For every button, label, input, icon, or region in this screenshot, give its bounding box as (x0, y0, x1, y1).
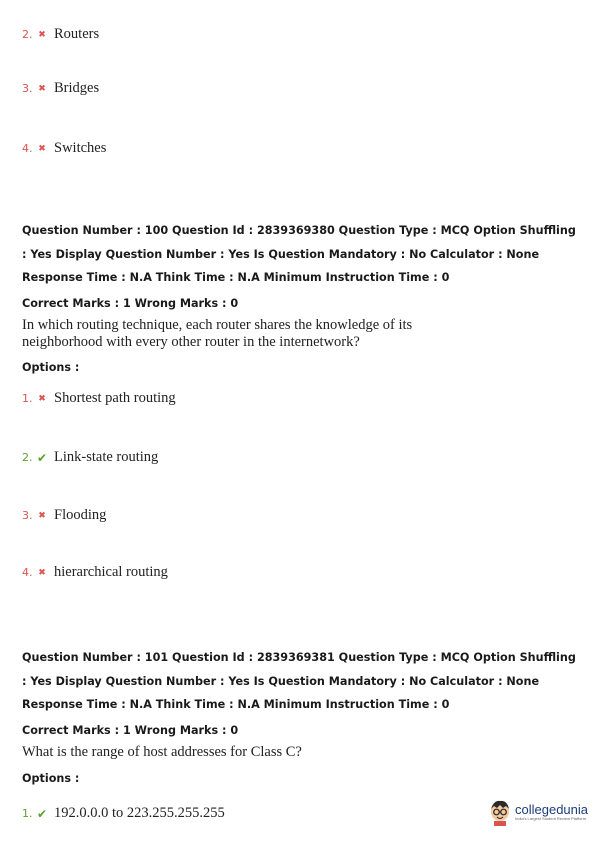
question-marks: Correct Marks : 1 Wrong Marks : 0 (22, 724, 239, 737)
option-number: 1. (22, 807, 33, 820)
question-text (22, 317, 472, 351)
cross-icon: ✖ (38, 83, 46, 94)
collegedunia-logo (488, 798, 588, 826)
question-line: neighborhood with every other router in the internetwork? (22, 334, 360, 350)
mascot-icon (488, 798, 512, 826)
option-text: Link-state routing (54, 449, 159, 465)
option-text: Bridges (54, 80, 100, 96)
option-text: Flooding (54, 507, 107, 523)
option-number: 4. (22, 142, 33, 155)
options-label: Options : (22, 361, 80, 374)
option-row (22, 140, 106, 157)
question-line: What is the range of host addresses for Class C? (22, 744, 302, 760)
option-number: 4. (22, 566, 33, 579)
option-number: 2. (22, 451, 33, 464)
option-row (22, 805, 225, 822)
option-number: 2. (22, 28, 33, 41)
option-number: 3. (22, 509, 33, 522)
cross-icon: ✖ (38, 510, 46, 521)
option-row (22, 26, 99, 43)
option-row (22, 564, 168, 581)
cross-icon: ✖ (38, 29, 46, 40)
question-meta: Question Number : 100 Question Id : 2839369380 Question Type : MCQ Option Shuffling : Yes Display Question Number : Yes Is Question Mandatory : No Calculator : None Response Time : N.A Think Time : N.A Minimum Instruction Time : 0 (22, 224, 576, 284)
logo-name: collegedunia (515, 802, 589, 817)
question-line: In which routing technique, each router shares the knowledge of its (22, 317, 413, 333)
options-label: Options : (22, 772, 80, 785)
cross-icon: ✖ (38, 393, 46, 404)
option-text: hierarchical routing (54, 564, 168, 580)
cross-icon: ✖ (38, 143, 46, 154)
option-text: 192.0.0.0 to 223.255.255.255 (54, 805, 225, 821)
question-text (22, 744, 472, 761)
option-row (22, 507, 106, 524)
option-text: Shortest path routing (54, 390, 176, 406)
option-number: 3. (22, 82, 33, 95)
logo-tagline: India's Largest Student Review Platform (515, 816, 587, 821)
option-text: Switches (54, 140, 107, 156)
option-row (22, 80, 99, 97)
checkmark-icon: ✔ (36, 450, 48, 465)
option-row (22, 449, 158, 466)
cross-icon: ✖ (38, 567, 46, 578)
option-text: Routers (54, 26, 100, 42)
option-number: 1. (22, 392, 33, 405)
question-meta: Question Number : 101 Question Id : 2839369381 Question Type : MCQ Option Shuffling : Yes Display Question Number : Yes Is Question Mandatory : No Calculator : None Response Time : N.A Think Time : N.A Minimum Instruction Time : 0 (22, 651, 576, 711)
question-marks: Correct Marks : 1 Wrong Marks : 0 (22, 297, 239, 310)
checkmark-icon: ✔ (36, 806, 48, 821)
option-row (22, 390, 176, 407)
